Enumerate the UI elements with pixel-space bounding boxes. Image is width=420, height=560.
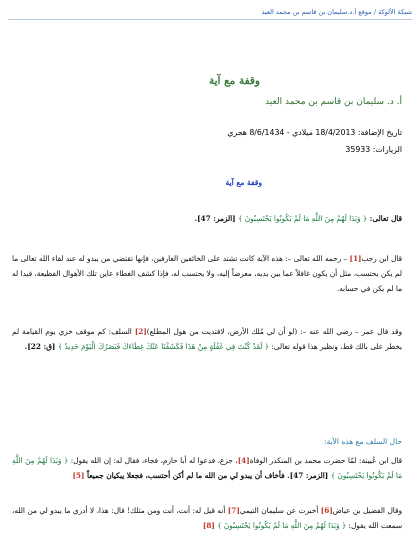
paragraph-3-body: السلف: كم موقف خزي يوم القيامة لم يخطر على بالك قط، ونظير هذا قوله تعالى:	[12, 327, 402, 351]
footnote-link-4[interactable]: [4]	[237, 456, 250, 465]
breadcrumb-section-link[interactable]: موقع أ.د.سليمان بن قاسم بن محمد العيد	[261, 8, 372, 16]
paragraph-5	[12, 503, 402, 533]
breadcrumb-separator: /	[371, 8, 379, 16]
paragraph-4-lead: قال ابن عُيينة: لمّا حضرت محمد بن المنكدر الوفاة	[249, 456, 402, 465]
paragraph-3	[12, 324, 402, 354]
verse-reference: [ق: 22].	[24, 342, 58, 351]
paragraph-4-body: ، جزع، فدعوا له أبا حازم، فجاء، فقال له: إن الله يقول:	[68, 456, 238, 465]
paragraph-1-lead: قال تعالى:	[367, 214, 402, 223]
breadcrumb	[8, 8, 412, 20]
date-line: تاريخ الإضافة: 18/4/2013 ميلادي - 8/6/1434 هجري	[227, 128, 402, 137]
article-author[interactable]: أ. د. سليمان بن قاسم بن محمد العيد	[265, 97, 402, 107]
paragraph-2	[12, 251, 402, 296]
footnote-link-6[interactable]: [6]	[320, 506, 333, 515]
quran-verse: ﴿ لَقَدْ كُنْتَ فِي غَفْلَةٍ مِنْ هَذَا فَكَشَفْنَا عَنْكَ غِطَاءَكَ فَبَصَرُكَ الْيَوْمَ حَدِيدٌ ﴾	[57, 342, 270, 351]
footnote-link-5[interactable]: [5]	[72, 471, 85, 480]
article-title: وقفة مع آية	[208, 75, 260, 87]
paragraph-5-mid: أخبرت عن سليمان التيمي	[239, 506, 321, 515]
quran-verse: ﴿ وَبَدَا لَهُمْ مِنَ اللَّهِ مَا لَمْ يَكُونُوا يَحْتَسِبُونَ ﴾	[238, 214, 368, 223]
paragraph-2-body: – رحمه الله تعالى –: هذه الآية كانت تشتد على الخائفين العارفين، فإنها تقتضي من يبدو له عند لقاء الله تعالى ما لم يكن يحتسب، مثل أن يكون غافلاً عما بين يديه، معرضاً إليه، ولا يحتسب له، فإذا كشف الغطاء عاين تلك الأهوال الفظيعة، فبدا له ما لم يكن في حسابه.	[12, 254, 402, 293]
verse-reference: [الزمر: 47]. فأخاف أن يبدو لي من الله ما لم أكن أحتسب، فجعلا يبكيان جميعاً	[84, 471, 331, 480]
paragraph-4	[12, 453, 402, 483]
quran-verse: ﴿ وَبَدَا لَهُمْ مِنَ اللَّهِ مَا لَمْ يَكُونُوا يَحْتَسِبُونَ ﴾	[12, 456, 402, 480]
paragraph-5-lead: وقال الفضيل بن عياض	[332, 506, 402, 515]
paragraph-2-lead: قال ابن رجب	[361, 254, 402, 263]
paragraph-5-body: أنه قيل له: أنت، أنت ومن مثلك! قال: هذا، لا أدري ما يبدو لي من الله، سمعت الله يقول:	[12, 506, 402, 530]
article-subtitle: وقفة مع آية	[225, 178, 262, 187]
footnote-link-7[interactable]: [7]	[227, 506, 240, 515]
footnote-link-8[interactable]: [8]	[202, 521, 215, 530]
verse-reference: [الزمر: 47].	[194, 214, 239, 223]
breadcrumb-site-link[interactable]: شبكة الألوكة	[378, 8, 412, 16]
footnote-link-1[interactable]: [1]	[349, 254, 362, 263]
section-heading: حال السلف مع هذه الآية:	[323, 437, 402, 446]
paragraph-1	[12, 211, 402, 226]
paragraph-3-lead: وقد قال عمر – رضي الله عنه –: (لو أن لي مُلك الأرض، لافتديت من هول المطلع)	[146, 327, 402, 336]
visits-line: الزيارات: 35933	[345, 145, 402, 154]
quran-verse: ﴿ وَبَدَا لَهُمْ مِنَ اللَّهِ مَا لَمْ يَكُونُوا يَحْتَسِبُونَ ﴾	[217, 521, 347, 530]
footnote-link-2[interactable]: [2]	[134, 327, 147, 336]
